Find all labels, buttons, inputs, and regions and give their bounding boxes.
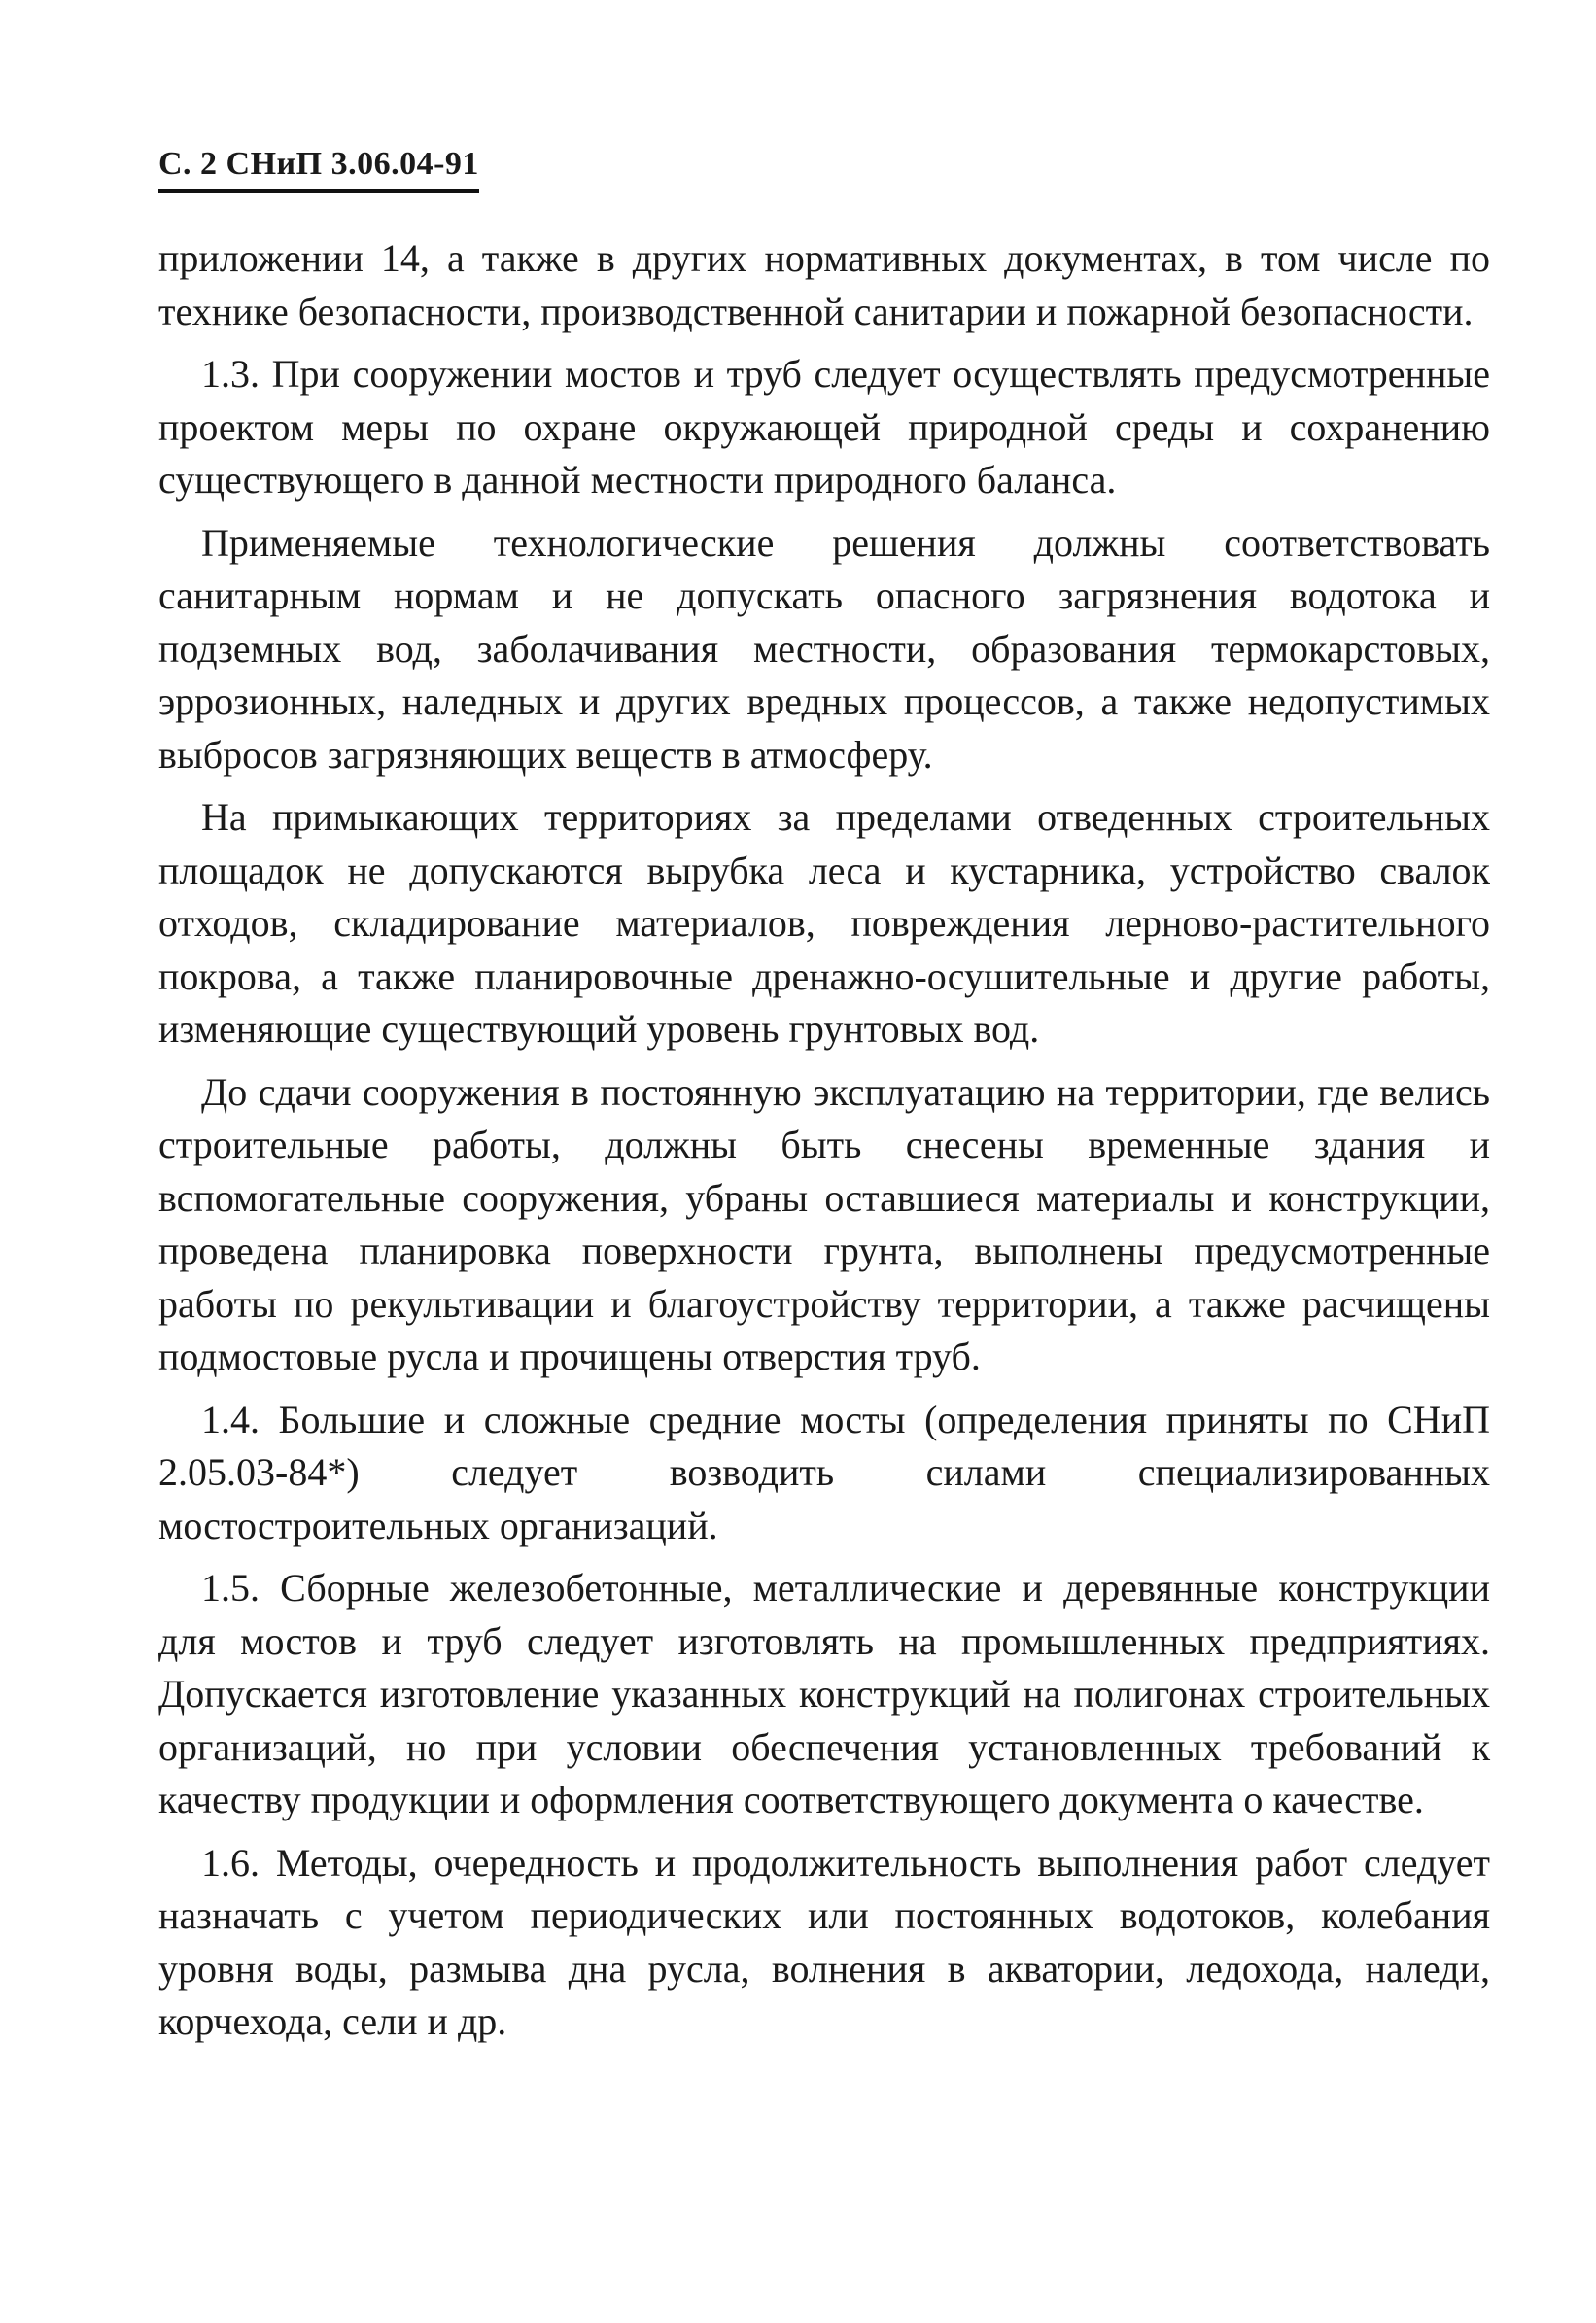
paragraph-1-6: 1.6. Методы, очередность и продолжительность выполнения работ следует назначать с учетом периодических или постоянных водотоков, колебания уровня воды, размыва дна русла, волнения в акватории, ледохода, наледи, корчехода, сели и др. — [158, 1840, 1490, 2043]
paragraph-1-3: 1.3. При сооружении мостов и труб следует осуществлять предусмотренные проектом меры по охране окружающей природной среды и сохранению существующего в данной местности природного баланса. — [158, 352, 1490, 502]
paragraph-before-commissioning: До сдачи сооружения в постоянную эксплуатацию на территории, где велись строительные работы, должны быть снесены временные здания и вспомогательные сооружения, убраны оставшиеся материалы и конструкции, проведена планировка поверхности грунта, выполнены предусмотренные работы по рекультивации и благоустройству территории, а также расчищены подмостовые русла и прочищены отверстия труб. — [158, 1069, 1490, 1378]
document-page — [158, 146, 1490, 2059]
paragraph-adjacent-territories: На примыкающих территориях за пределами отведенных строительных площадок не допускаются вырубка леса и кустарника, устройство свалок отходов, складирование материалов, повреждения лерново-растительного покрова, а также планировочные дренажно-осушительные и другие работы, изменяющие существующий уровень грунтовых вод. — [158, 795, 1490, 1051]
paragraph-1-5: 1.5. Сборные железобетонные, металлические и деревянные конструкции для мостов и труб следует изготовлять на промышленных предприятиях. Допускается изготовление указанных конструкций на полигонах строительных организаций, но при условии обеспечения установленных требований к качеству продукции и оформления соответствующего документа о качестве. — [158, 1566, 1490, 1821]
paragraph-1-4: 1.4. Большие и сложные средние мосты (определения приняты по СНиП 2.05.03-84*) следует возводить силами специализированных мостостроительных организаций. — [158, 1397, 1490, 1547]
paragraph-continuation: приложении 14, а также в других нормативных документах, в том числе по технике безопасности, производственной санитарии и пожарной безопасности. — [158, 236, 1490, 333]
paragraph-technology-requirements: Применяемые технологические решения должны соответствовать санитарным нормам и не допускать опасного загрязнения водотока и подземных вод, заболачивания местности, образования термокарстовых, эррозионных, наледных и других вредных процессов, а также недопустимых выбросов загрязняющих веществ в атмосферу. — [158, 520, 1490, 777]
running-head: С. 2 СНиП 3.06.04-91 — [158, 146, 479, 193]
